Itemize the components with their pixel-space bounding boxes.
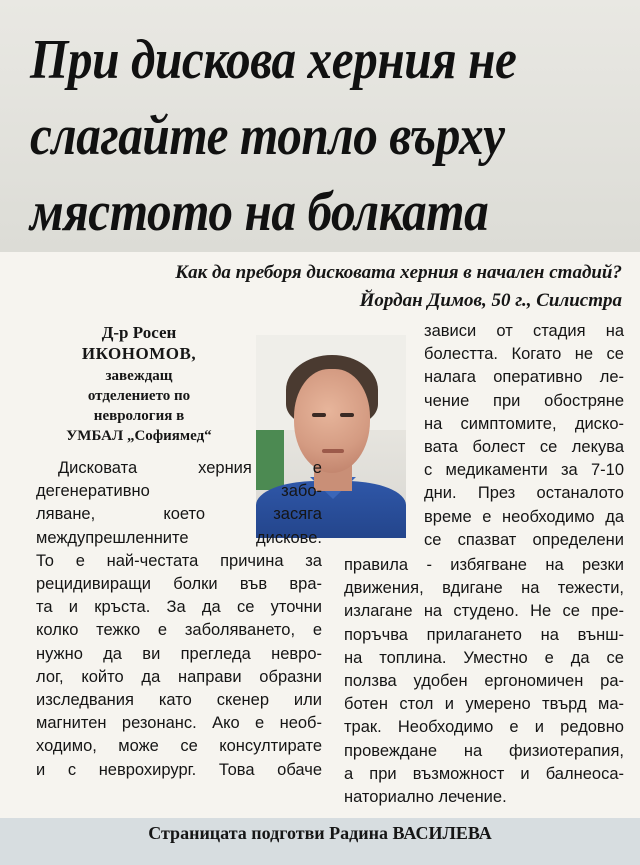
body-line: чение при обостряне — [424, 391, 624, 410]
expert-surname: ИКОНОМОВ, — [81, 344, 197, 363]
question-author: Йордан Димов, 50 г., Силистра — [359, 290, 622, 311]
body-line: ходимо, може се консултирате — [36, 737, 322, 756]
body-line: зависи от стадия на — [424, 322, 624, 340]
body-line: Дисковата херния е — [58, 459, 322, 477]
photo-eye — [312, 413, 326, 417]
body-line: на топлина. Уместно е да се — [344, 648, 624, 667]
body-line: наториално лечение. — [344, 788, 507, 807]
photo-mouth — [322, 449, 344, 453]
body-line: време е необходимо да — [424, 507, 624, 526]
body-line: с медикаменти за 7-10 — [424, 461, 624, 480]
body-line: дни. През останалото — [424, 484, 624, 503]
article-headline — [30, 22, 558, 250]
body-line: та и кръста. За да се уточни — [36, 598, 322, 617]
headline-line-3: мястото на болката — [30, 181, 489, 243]
expert-position-line: неврология в — [93, 408, 185, 424]
body-line: поръчва прилагането на външ- — [344, 625, 624, 644]
body-line: и с неврохирург. Това обаче — [36, 760, 322, 779]
photo-eye — [340, 413, 354, 417]
body-line: а при възможност и балнеоса- — [344, 764, 624, 783]
reader-question: Как да преборя дисковата херния в начален стадий? — [175, 262, 622, 283]
body-line: То е най-честата причина за — [36, 551, 322, 570]
body-line: магнитен резонанс. Ако е необ- — [36, 714, 322, 733]
body-column-left — [36, 457, 322, 782]
body-line: междупрешленните дискове. — [36, 528, 322, 547]
body-line: колко тежко е заболяването, е — [36, 621, 322, 640]
body-line: налага оперативно ле- — [424, 368, 624, 387]
expert-position-line: УМБАЛ „Софиямед“ — [66, 428, 212, 444]
body-line: рецидивиращи болки във вра- — [36, 575, 322, 594]
page-credit-footer: Страницата подготви Радина ВАСИЛЕВА — [148, 823, 492, 843]
body-line: дегенеративно забо- — [36, 482, 322, 501]
expert-position — [34, 366, 244, 446]
headline-line-1: При дискова херния не — [30, 29, 517, 91]
body-line: изследвания като скенер или — [36, 691, 322, 710]
body-line: движения, вдигане на тежести, — [344, 579, 624, 598]
body-column-right-bottom — [344, 554, 624, 809]
body-line: лог, който да направи образни — [36, 667, 322, 686]
body-line: трак. Необходимо е и редовно — [344, 718, 624, 737]
body-line: вата болест се лекува — [424, 438, 624, 457]
body-column-right-top — [424, 320, 624, 552]
body-line: ползва удобен ергономичен ра- — [344, 672, 624, 691]
body-line: правила - избягване на резки — [344, 556, 624, 574]
expert-position-line: завеждащ — [105, 368, 173, 384]
body-line: ляване, което засяга — [36, 505, 322, 524]
body-line: на симптомите, диско- — [424, 414, 624, 433]
body-line: излагане на студено. Не се пре- — [344, 602, 624, 621]
headline-line-2: слагайте топло върху — [30, 105, 505, 167]
expert-name: Д-р Росен — [101, 323, 177, 342]
body-line: провеждане на физиотерапия, — [344, 741, 624, 760]
body-line: нужно да ви прегледа невро- — [36, 644, 322, 663]
body-line: болестта. Когато не се — [424, 345, 624, 364]
expert-position-line: отделението по — [87, 388, 191, 404]
expert-credit — [34, 322, 244, 446]
body-line: се спазват определени — [424, 530, 624, 549]
body-line: ботен стол и умерено твърд ма- — [344, 695, 624, 714]
